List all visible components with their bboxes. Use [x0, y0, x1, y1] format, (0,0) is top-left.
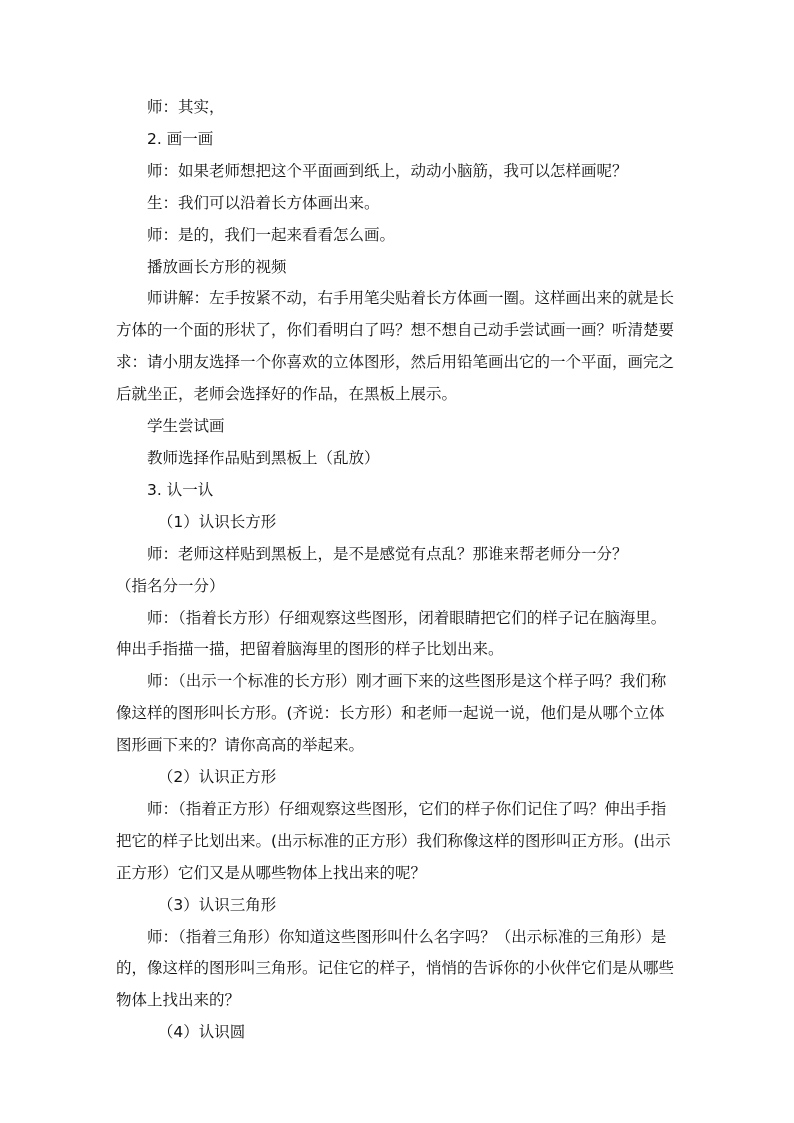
- paragraph-teacher-triangle: 师：（指着三角形）你知道这些图形叫什么名字吗？（出示标准的三角形）是的，像这样的图形叫三角形。记住它的样子，悄悄的告诉你的小伙伴它们是从哪些物体上找出来的？: [116, 927, 675, 1010]
- subheading-rectangle: （1）认识长方形: [157, 512, 277, 531]
- paragraph-teacher-sort: 师：老师这样贴到黑板上，是不是感觉有点乱？那谁来帮老师分一分？: [147, 544, 628, 563]
- paragraph-play-video: 播放画长方形的视频: [147, 257, 287, 276]
- paragraph-teacher-explain: 师讲解：左手按紧不动，右手用笔尖贴着长方体画一圈。这样画出来的就是长方体的一个面的形状了，你们看明白了吗？想不想自己动手尝试画一画？听清楚要求：请小朋友选择一个你喜欢的立体图形，然后用铅笔画出它的一个平面，画完之后就坐正，老师会选择好的作品，在黑板上展示。: [116, 289, 675, 404]
- paragraph-teacher-confirm: 师：是的，我们一起来看看怎么画。: [147, 225, 396, 244]
- document-body: [116, 92, 676, 1049]
- paragraph-student-answer: 生：我们可以沿着长方体画出来。: [147, 193, 380, 212]
- paragraph-teacher-question-draw: 师：如果老师想把这个平面画到纸上，动动小脑筋，我可以怎样画呢？: [147, 161, 628, 180]
- paragraph-student-try: 学生尝试画: [147, 417, 225, 436]
- section-heading-draw: 2. 画一画: [147, 129, 214, 148]
- paragraph-teacher-square: 师：（指着正方形）仔细观察这些图形，它们的样子你们记住了吗？伸出手指把它的样子比划出来。(出示标准的正方形）我们称像这样的图形叫正方形。(出示正方形）它们又是从哪些物体上找出来的呢？: [116, 799, 671, 882]
- paragraph-assign-sort: （指名分一分）: [116, 576, 225, 595]
- paragraph-teacher-rectangle-name: 师：（出示一个标准的长方形）刚才画下来的这些图形是这个样子吗？我们称像这样的图形叫长方形。(齐说：长方形）和老师一起说一说，他们是从哪个立体图形画下来的？请你高高的举起来。: [116, 672, 667, 755]
- subheading-circle: （4）认识圆: [157, 1023, 246, 1042]
- subheading-square: （2）认识正方形: [157, 768, 277, 787]
- paragraph-teacher-rectangle-observe: 师：（指着长方形）仔细观察这些图形，闭着眼睛把它们的样子记在脑海里。伸出手指描一描，把留着脑海里的图形的样子比划出来。: [116, 608, 667, 659]
- paragraph-teacher-select-work: 教师选择作品贴到黑板上（乱放）: [147, 448, 380, 467]
- paragraph-teacher-actually: 师：其实，: [147, 98, 225, 116]
- subheading-triangle: （3）认识三角形: [157, 895, 277, 914]
- section-heading-recognize: 3. 认一认: [147, 480, 214, 499]
